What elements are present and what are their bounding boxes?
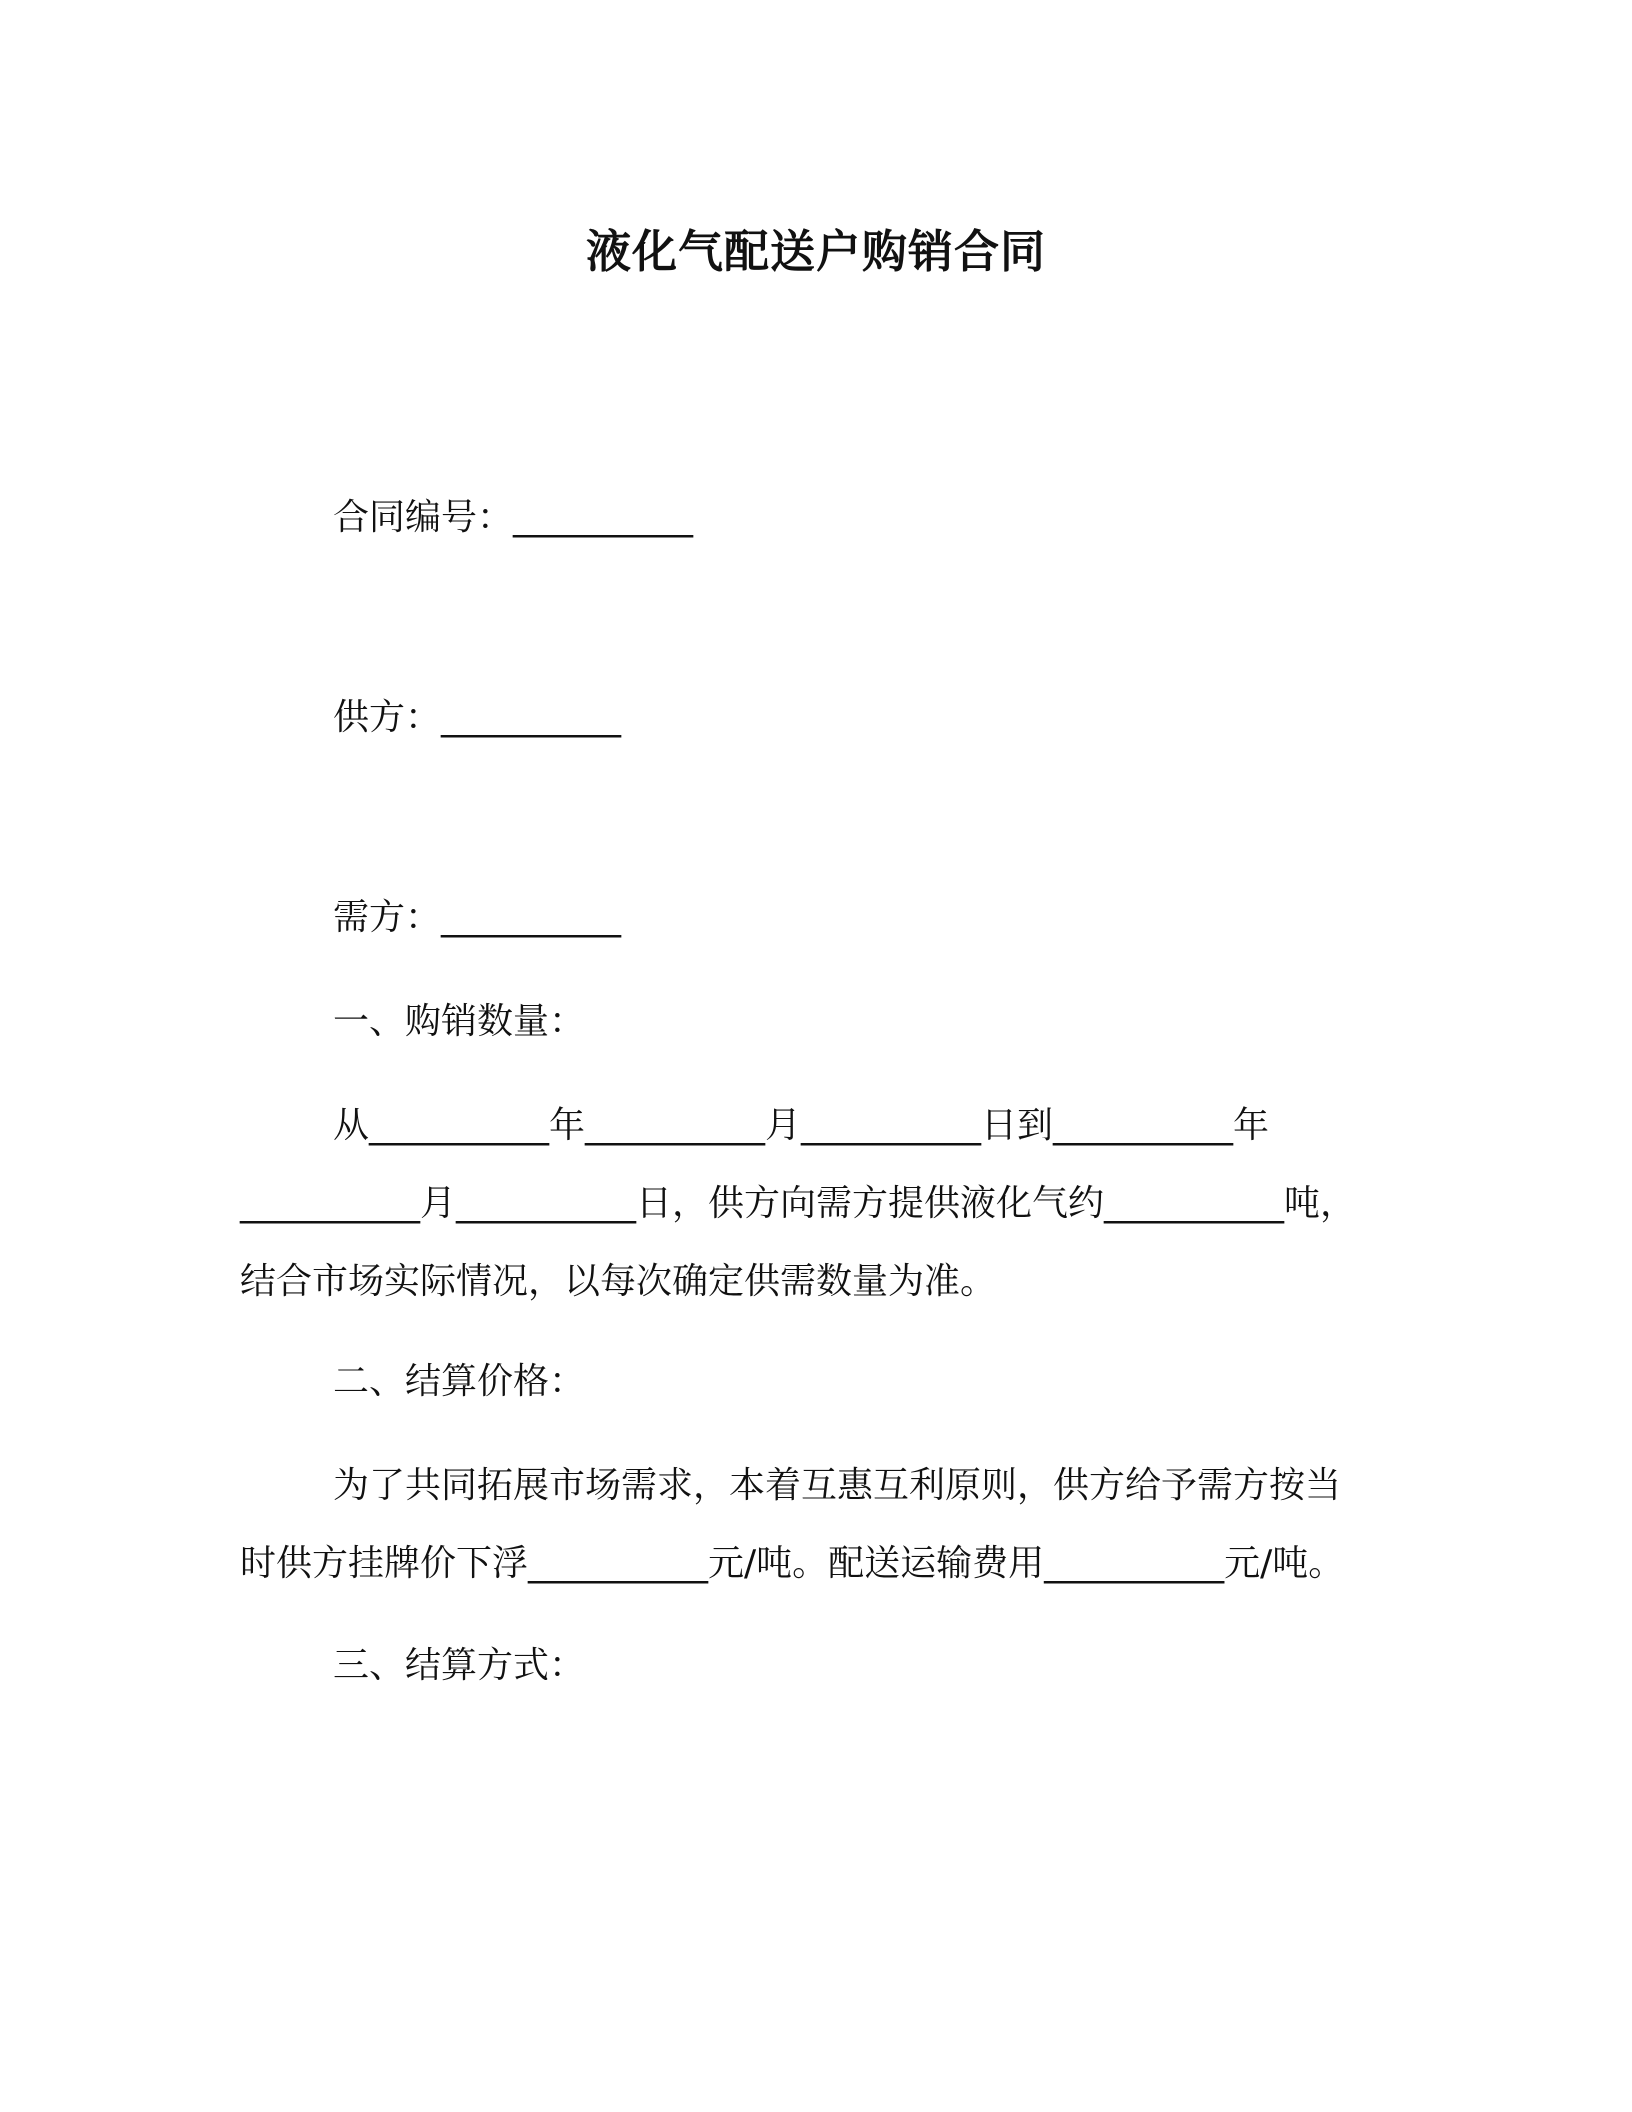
document-title: 液化气配送户购销合同 [585, 225, 1046, 278]
section-2-paragraph-line: 为了共同拓展市场需求，本着互惠互利原则，供方给予需方按当 [333, 1465, 1342, 1506]
contract-number-line: 合同编号：__________ [333, 497, 694, 538]
section-2-heading: 二、结算价格： [333, 1361, 586, 1402]
section-1-paragraph-line: __________月__________日，供方向需方提供液化气约__________吨， [240, 1183, 1357, 1224]
section-1-heading: 一、购销数量： [333, 1001, 586, 1042]
section-2-paragraph-line: 时供方挂牌价下浮__________元/吨。配送运输费用__________元/吨。 [240, 1543, 1345, 1584]
section-3-heading: 三、结算方式： [333, 1645, 586, 1686]
buyer-line: 需方：__________ [333, 897, 622, 938]
supplier-line: 供方：__________ [333, 697, 622, 738]
section-1-paragraph-line: 从__________年__________月__________日到__________年 [333, 1105, 1269, 1146]
section-1-paragraph-line: 结合市场实际情况，以每次确定供需数量为准。 [240, 1261, 997, 1302]
